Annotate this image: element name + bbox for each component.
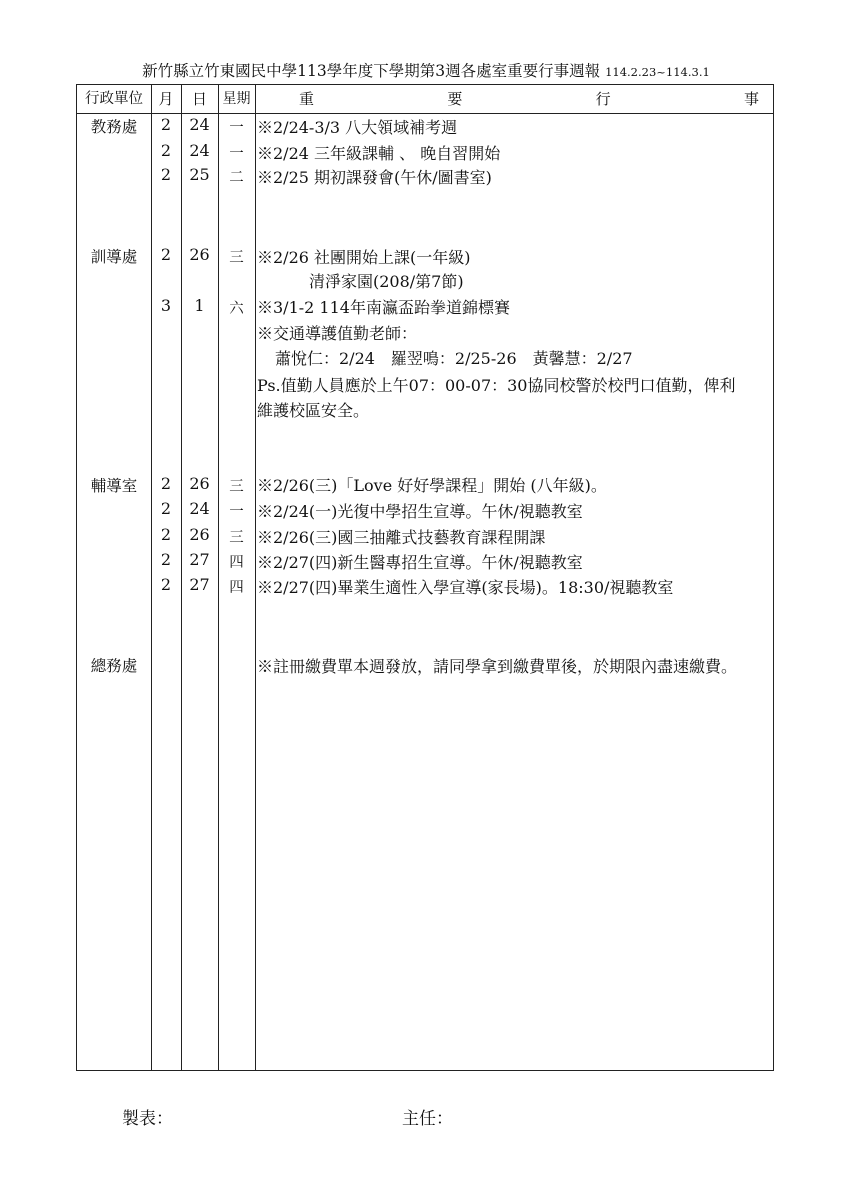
cell-day: 24 (189, 115, 210, 134)
cell-month: 2 (160, 550, 172, 569)
event-text: 清淨家園(208/第7節) (309, 272, 464, 291)
cell-weekday: 二 (229, 170, 244, 186)
event-text: Ps.值勤人員應於上午07：00-07：30協同校警於校門口值勤，俾利 (257, 376, 736, 395)
event-text: 維護校區安全。 (257, 401, 370, 420)
event-text: ※2/26(三)「Love 好好學課程」開始 (八年級)。 (257, 476, 607, 495)
dept-counseling: 輔導室 (90, 477, 138, 495)
cell-day: 1 (194, 296, 205, 315)
cell-month: 2 (160, 165, 172, 184)
event-text: ※2/24 三年級課輔 、 晚自習開始 (257, 144, 501, 163)
cell-month: 2 (160, 474, 172, 493)
event-text: ※2/27(四)畢業生適性入學宣導(家長場)。18:30/視聽教室 (257, 578, 674, 597)
footer-prepared-by: 製表： (122, 1109, 173, 1129)
header-divider (77, 113, 773, 114)
page-title (76, 60, 776, 82)
header-event-char: 行 (595, 90, 611, 108)
cell-day: 26 (189, 245, 210, 264)
cell-month: 2 (160, 575, 172, 594)
event-text: ※2/26(三)國三抽離式技藝教育課程開課 (257, 528, 546, 547)
cell-day: 27 (189, 575, 210, 594)
footer-director: 主任： (402, 1109, 453, 1129)
cell-month: 3 (160, 296, 172, 315)
cell-weekday: 三 (229, 530, 244, 546)
cell-day: 25 (189, 165, 210, 184)
cell-day: 27 (189, 550, 210, 569)
header-month: 月 (158, 90, 174, 108)
cell-month: 2 (160, 115, 172, 134)
event-text: ※2/25 期初課發會(午休/圖書室) (257, 168, 492, 187)
cell-day: 26 (189, 474, 210, 493)
title-date-range: 114.2.23~114.3.1 (605, 65, 710, 79)
event-text: 蕭悅仁：2/24 羅翌鳴：2/25-26 黃馨慧：2/27 (275, 349, 633, 368)
cell-day: 26 (189, 525, 210, 544)
event-text: ※3/1-2 114年南瀛盃跆拳道錦標賽 (257, 298, 510, 317)
dept-general-affairs: 總務處 (90, 657, 138, 675)
cell-month: 2 (160, 525, 172, 544)
header-unit: 行政單位 (85, 91, 143, 107)
cell-month: 2 (160, 141, 172, 160)
header-events (255, 85, 765, 113)
dept-student-affairs: 訓導處 (90, 248, 138, 266)
cell-weekday: 六 (229, 301, 244, 317)
header-event-char: 要 (447, 90, 463, 108)
event-text: ※2/24(一)光復中學招生宣導。午休/視聽教室 (257, 502, 583, 521)
cell-weekday: 一 (229, 120, 244, 136)
event-text: ※2/24-3/3 八大領域補考週 (257, 118, 458, 137)
column-divider (255, 85, 256, 1070)
header-day: 日 (191, 90, 207, 108)
dept-academic: 教務處 (90, 118, 138, 136)
cell-month: 2 (160, 245, 172, 264)
cell-day: 24 (189, 499, 210, 518)
event-text: ※2/26 社團開始上課(一年級) (257, 248, 471, 267)
cell-month: 2 (160, 499, 172, 518)
cell-day: 24 (189, 141, 210, 160)
event-text: ※交通導護值勤老師： (257, 324, 418, 343)
event-text: ※2/27(四)新生醫專招生宣導。午休/視聽教室 (257, 553, 583, 572)
cell-weekday: 三 (229, 250, 244, 266)
schedule-table (76, 84, 774, 1071)
cell-weekday: 四 (229, 580, 244, 596)
cell-weekday: 一 (229, 146, 244, 162)
cell-weekday: 三 (229, 479, 244, 495)
event-text: ※註冊繳費單本週發放，請同學拿到繳費單後，於期限內盡速繳費。 (257, 657, 738, 676)
header-weekday: 星期 (222, 91, 251, 107)
header-event-char: 重 (299, 90, 315, 108)
cell-weekday: 一 (229, 504, 244, 520)
cell-weekday: 四 (229, 555, 244, 571)
title-text: 新竹縣立竹東國民中學113學年度下學期第3週各處室重要行事週報 (142, 62, 601, 80)
header-event-char: 事 (743, 90, 759, 108)
